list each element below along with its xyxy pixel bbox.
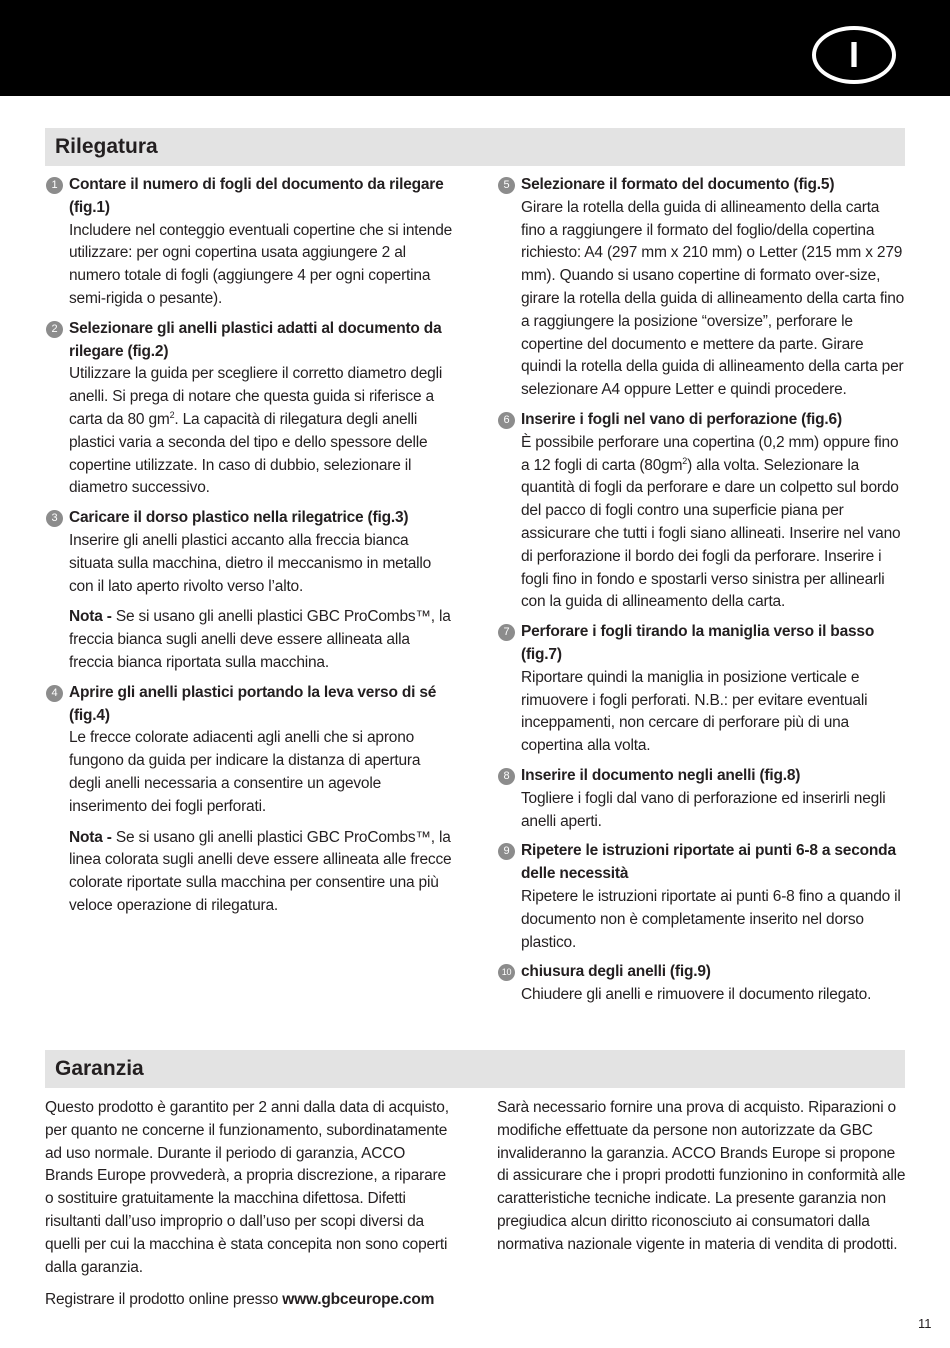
step-body	[521, 432, 907, 614]
step-number-badge: 10	[498, 964, 515, 981]
step-6	[497, 409, 907, 614]
step-title: Inserire il documento negli anelli (fig.8)	[521, 766, 801, 784]
step-body	[69, 363, 455, 500]
step-number-badge: 7	[498, 624, 515, 641]
step-note	[69, 606, 455, 674]
step-number-badge: 6	[498, 412, 515, 429]
step-8	[497, 765, 907, 833]
step-number-badge: 9	[498, 843, 515, 860]
step-title: Inserire i fogli nel vano di perforazione (fig.6)	[521, 410, 842, 428]
step-title: Aprire gli anelli plastici portando la leva verso di sé (fig.4)	[69, 683, 437, 724]
warranty-paragraph: Sarà necessario fornire una prova di acquisto. Riparazioni o modifiche effettuate da persone non autorizzate da GBC invalideranno la garanzia. ACCO Brands Europe si propone di assicurare che i propri prodotti funzionino in conformità alle caratteristiche tecniche indicate. La presente garanzia non pregiudica alcun diritto riconosciuto ai consumatori dalla normativa nazionale vigente in materia di vendita di prodotti.	[497, 1099, 906, 1253]
superscript: 2	[682, 455, 688, 466]
register-link[interactable]: www.gbceurope.com	[282, 1291, 435, 1309]
step-body: Le frecce colorate adiacenti agli anelli che si aprono fungono da guida per indicare la distanza di apertura degli anelli necessaria a consentire un agevole inserimento dei fogli perforati.	[69, 729, 421, 815]
step-number-badge: 4	[46, 685, 63, 702]
header-bar	[0, 0, 950, 96]
note-text: Se si usano gli anelli plastici GBC ProCombs™, la linea colorata sugli anelli deve essere allineata alle frecce colorate riportate sulla macchina per consentire una più veloce operazione di rilegatura.	[69, 828, 452, 914]
register-text: Registrare il prodotto online presso	[45, 1291, 283, 1309]
step-body-text: ) alla volta. Selezionare la quantità di fogli da perforare e dare un colpetto sul bordo del pacco di fogli contro una superficie piana per assicurare che tutti i fogli siano allineati. Inserire nel vano di perforazione il bordo dei fogli da perforare. Inserire i fogli fino in fondo e spostarli verso sinistra per allinearli con la guida di allineamento della carta.	[521, 456, 901, 611]
step-title: Perforare i fogli tirando la maniglia verso il basso (fig.7)	[521, 623, 875, 663]
step-note	[69, 827, 455, 918]
warranty-paragraph: Questo prodotto è garantito per 2 anni dalla data di acquisto, per quanto ne concerne il funzionamento, subordinatamente ad uso normale. Durante il periodo di garanzia, ACCO Brands Europe provvederà, a propria discrezione, a riparare o sostituire gratuitamente la macchina difettosa. Difetti risultanti dall’uso improprio o dall’uso per scopi diversi da quelli per cui la macchina è stata concepita non sono coperti dalla garanzia.	[45, 1099, 449, 1276]
note-text: Se si usano gli anelli plastici GBC ProCombs™, la freccia bianca sugli anelli deve essere allineata alla freccia bianca riportata sulla macchina.	[69, 608, 451, 671]
superscript: 2	[169, 409, 175, 420]
step-number-badge: 1	[46, 177, 63, 194]
step-body-text: . La capacità di rilegatura degli anelli plastici varia a seconda del tipo e dello spessore delle copertine utilizzate. In caso di dubbio, selezionare il diametro successivo.	[69, 410, 428, 497]
garanzia-left-column	[45, 1097, 455, 1322]
step-body: Inserire gli anelli plastici accanto alla freccia bianca situata sulla macchina, dietro il meccanismo in metallo con il lato aperto rivolto verso l’alto.	[69, 531, 432, 595]
note-label: Nota -	[69, 828, 112, 846]
step-body: Chiudere gli anelli e rimuovere il documento rilegato.	[521, 986, 872, 1004]
step-title: Selezionare gli anelli plastici adatti al documento da rilegare (fig.2)	[69, 319, 442, 360]
step-number-badge: 5	[498, 177, 515, 194]
step-10	[497, 961, 907, 1007]
section-heading-garanzia: Garanzia	[45, 1050, 905, 1088]
rilegatura-left-column	[45, 174, 455, 925]
step-title: Caricare il dorso plastico nella rilegatrice (fig.3)	[69, 509, 409, 527]
step-title: Ripetere le istruzioni riportate ai punti 6-8 a seconda delle necessità	[521, 842, 896, 883]
step-number-badge: 2	[46, 321, 63, 338]
step-body: Includere nel conteggio eventuali copertine che si intende utilizzare: per ogni copertina usata aggiungere 2 al numero totale di fogli (aggiungere 4 per ogni copertina semi-rigida o pesante).	[69, 221, 453, 307]
note-label: Nota -	[69, 608, 112, 626]
step-7	[497, 621, 907, 758]
page-number: 11	[918, 1316, 932, 1331]
garanzia-right-column	[497, 1097, 907, 1267]
step-number-badge: 8	[498, 768, 515, 785]
step-number-badge: 3	[46, 510, 63, 527]
step-4	[45, 682, 455, 918]
step-9	[497, 840, 907, 954]
step-3	[45, 507, 455, 675]
step-title: Contare il numero di fogli del documento da rilegare (fig.1)	[69, 176, 444, 216]
step-body: Ripetere le istruzioni riportate ai punti 6-8 fino a quando il documento non è completamente inserito nel dorso plastico.	[521, 887, 901, 951]
section-heading-rilegatura: Rilegatura	[45, 128, 905, 166]
step-body: Girare la rotella della guida di allineamento della carta fino a raggiungere il formato del foglio/della copertina richiesto: A4 (297 mm x 210 mm) o Letter (215 mm x 279 mm). Quando si usano copertine di formato over-size, girare la rotella della guida di allineamento della carta fino a raggiungere la posizione “oversize”, perforare le copertine del documento e mettere da parte. Girare quindi la rotella della guida di allineamento della carta per selezionare A4 oppure Letter e quindi procedere.	[521, 198, 905, 399]
register-paragraph	[45, 1289, 455, 1312]
step-body-text: Utilizzare la guida per scegliere il corretto diametro degli anelli. Si prega di notare che questa guida si riferisce a carta da 80 gm	[69, 365, 443, 428]
language-badge: I	[812, 26, 896, 84]
step-body: Riportare quindi la maniglia in posizione verticale e rimuovere i fogli perforati. N.B.: per evitare eventuali inceppamenti, non cercare di perforare più di una copertina alla volta.	[521, 668, 868, 755]
step-body-text: È possibile perforare una copertina (0,2 mm) oppure fino a 12 fogli di carta (80gm	[521, 433, 899, 474]
step-1	[45, 174, 455, 311]
step-2	[45, 318, 455, 500]
rilegatura-right-column	[497, 174, 907, 1014]
step-title: chiusura degli anelli (fig.9)	[521, 963, 711, 981]
step-5	[497, 174, 907, 402]
step-body: Togliere i fogli dal vano di perforazione ed inserirli negli anelli aperti.	[521, 789, 886, 830]
step-title: Selezionare il formato del documento (fig.5)	[521, 176, 835, 193]
